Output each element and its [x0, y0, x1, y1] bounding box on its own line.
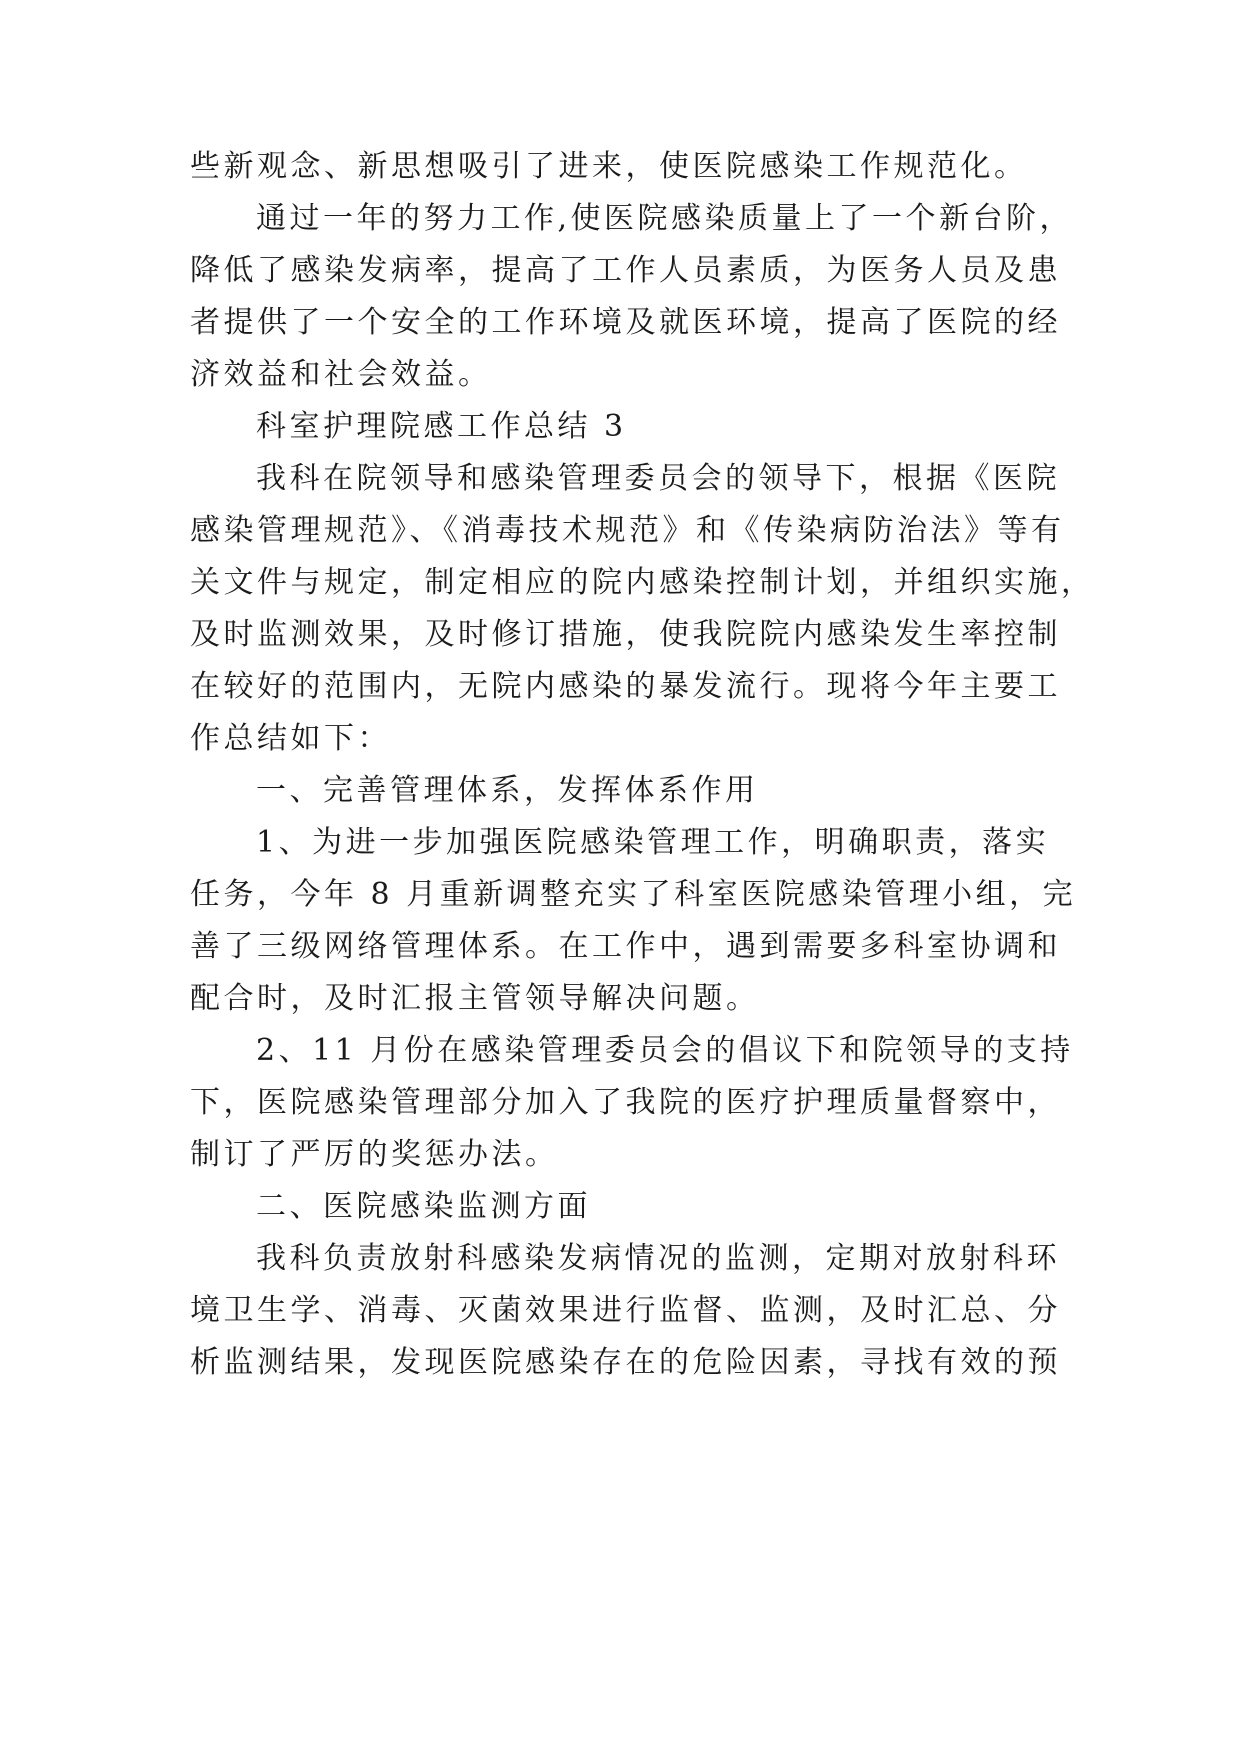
text-line: 制订了严厉的奖惩办法。 [190, 1137, 559, 1172]
section-heading: 二、医院感染监测方面 [256, 1189, 591, 1224]
text-line: 配合时，及时汇报主管领导解决问题。 [190, 981, 760, 1016]
text-line: 降低了感染发病率，提高了工作人员素质，为医务人员及患 [190, 253, 1061, 288]
text-line: 下，医院感染管理部分加入了我院的医疗护理质量督察中， [190, 1085, 1061, 1120]
text-line: 及时监测效果，及时修订措施，使我院院内感染发生率控制 [190, 617, 1061, 652]
section-title: 科室护理院感工作总结 3 [256, 409, 627, 444]
text-line: 任务，今年 8 月重新调整充实了科室医院感染管理小组，完 [190, 877, 1077, 912]
text-line: 我科负责放射科感染发病情况的监测，定期对放射科环 [256, 1241, 1060, 1276]
text-line: 者提供了一个安全的工作环境及就医环境，提高了医院的经 [190, 305, 1061, 340]
section-heading: 一、完善管理体系，发挥体系作用 [256, 773, 759, 808]
text-line: 些新观念、新思想吸引了进来，使医院感染工作规范化。 [190, 149, 1028, 184]
text-line: 作总结如下： [190, 721, 391, 756]
text-line: 我科在院领导和感染管理委员会的领导下，根据《医院 [256, 461, 1060, 496]
text-line: 2、11 月份在感染管理委员会的倡议下和院领导的支持 [256, 1033, 1074, 1068]
text-line: 关文件与规定，制定相应的院内感染控制计划，并组织实施， [190, 565, 1095, 600]
text-line: 感染管理规范》、《消毒技术规范》和《传染病防治法》等有 [190, 513, 1065, 548]
text-line: 济效益和社会效益。 [190, 357, 492, 392]
text-line: 境卫生学、消毒、灭菌效果进行监督、监测，及时汇总、分 [190, 1293, 1061, 1328]
text-line: 善了三级网络管理体系。在工作中，遇到需要多科室协调和 [190, 929, 1061, 964]
text-line: 析监测结果，发现医院感染存在的危险因素，寻找有效的预 [190, 1345, 1061, 1380]
text-line: 在较好的范围内，无院内感染的暴发流行。现将今年主要工 [190, 669, 1061, 704]
text-line: 1、为进一步加强医院感染管理工作，明确职责，落实 [256, 825, 1050, 860]
text-line: 通过一年的努力工作,使医院感染质量上了一个新台阶， [256, 201, 1074, 236]
